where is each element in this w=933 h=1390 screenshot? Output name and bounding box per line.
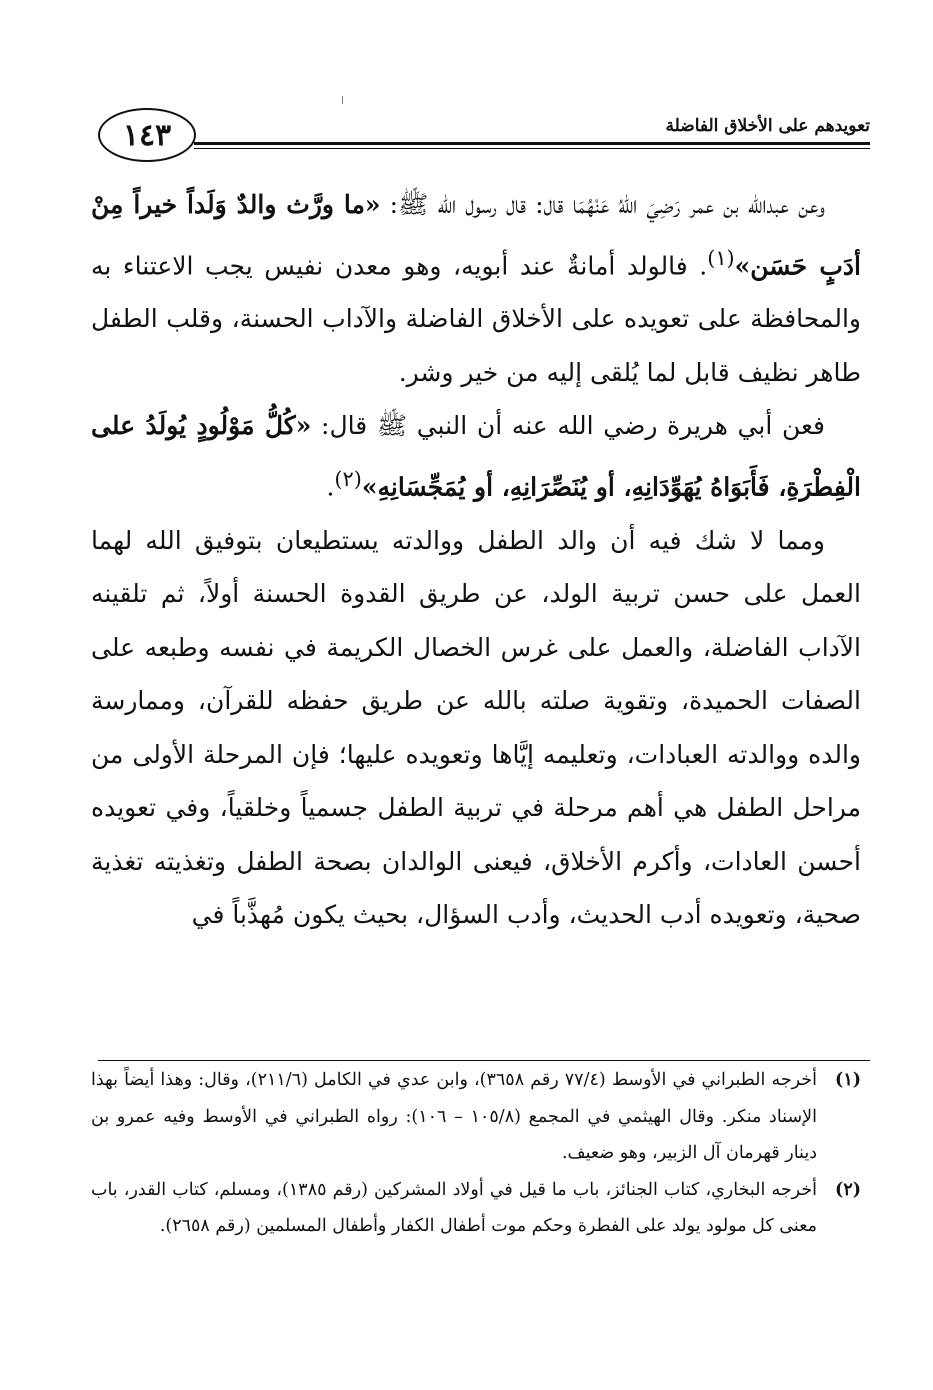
- paragraph-3: ومما لا شك فيه أن والد الطفل ووالدته يستطيعان بتوفيق الله لهما العمل على حسن تربية الولد، عن طريق القدوة الحسنة أولاً، ثم تلقينه الآداب الفاضلة، والعمل على غرس الخصال الكريمة في نفسه وطبعه على الصفات الحميدة، وتقوية صلته بالله عن طريق حفظه للقرآن، وممارسة والده ووالدته العبادات، وتعليمه إيَّاها وتعويده عليها؛ فإن المرحلة الأولى من مراحل الطفل هي أهم مرحلة في تربية الطفل جسمياً وخلقياً، وفي تعويده أحسن العادات، وأكرم الأخلاق، فيعنى الوالدان بصحة الطفل وتغذيته تغذية صحية، وتعويده أدب الحديث، وأدب السؤال، بحيث يكون مُهذَّباً في: [91, 525, 861, 930]
- p1-intro: وعن عبدالله بن عمر رَضِيَ اللهُ عَنْهُمَا قال: قال رسول الله ﷺ:: [389, 190, 825, 219]
- footnote-text-2: أخرجه البخاري، كتاب الجنائز، باب ما قيل في أولاد المشركين (رقم ١٣٨٥)، ومسلم، كتاب القدر، باب معنى كل مولود يولد على الفطرة وحكم موت أطفال الكفار وأطفال المسلمين (رقم ٢٦٥٨).: [91, 1179, 817, 1236]
- running-title: تعويدهم على الأخلاق الفاضلة: [665, 116, 870, 136]
- footnote-separator: [98, 1060, 870, 1061]
- footnote-ref-1[interactable]: (١): [707, 245, 735, 270]
- header-rule-thick: [194, 142, 870, 145]
- hadith-quote-1: «ما ورَّث والدٌ وَلَداً خيراً مِنْ أدَبٍ حَسَن»: [91, 190, 861, 280]
- p2-end: .: [326, 472, 335, 502]
- header-rule-thin: [194, 148, 870, 149]
- page-number: ١٤٣: [122, 117, 172, 153]
- page-number-oval: [98, 108, 196, 162]
- footnote-text-1: أخرجه الطبراني في الأوسط (٧٧/٤ رقم ٣٦٥٨)، وابن عدي في الكامل (٢١١/٦)، وقال: وهذا أيضاً بهذا الإسناد منكر. وقال الهيثمي في المجمع (١٠٥/٨ – ١٠٦): رواه الطبراني في الأوسط وفيه عمرو بن دينار قهرمان آل الزبير، وهو ضعيف.: [91, 1070, 817, 1163]
- paragraph-2: [91, 399, 861, 513]
- footnote-ref-2[interactable]: (٢): [334, 466, 362, 491]
- footnote-number-1: (١): [835, 1070, 861, 1090]
- paragraph-1: [91, 178, 861, 399]
- p2-intro: فعن أبي هريرة رضي الله عنه أن النبي ﷺ قال:: [321, 411, 825, 441]
- main-text: [91, 178, 861, 942]
- p1-rest: . فالولد أمانةٌ عند أبويه، وهو معدن نفيس يجب الاعتناء به والمحافظة على تعويده على الأخلاق الفاضلة والآداب الحسنة، وقلب الطفل طاهر نظيف قابل لما يُلقى إليه من خير وشر.: [91, 250, 861, 387]
- scan-mark: [342, 96, 343, 104]
- footnote-1: [91, 1062, 861, 1172]
- footnote-number-2: (٢): [835, 1179, 861, 1200]
- footnotes: [91, 1062, 861, 1245]
- page-header: [98, 108, 870, 164]
- hadith-quote-2: «كُلُّ مَوْلُودٍ يُولَدُ على الْفِطْرَةِ، فَأَبَوَاهُ يُهَوِّدَانِهِ، أو يُنَصِّرَانِهِ، أو يُمَجِّسَانِهِ»: [91, 411, 861, 502]
- footnote-2: [91, 1172, 861, 1245]
